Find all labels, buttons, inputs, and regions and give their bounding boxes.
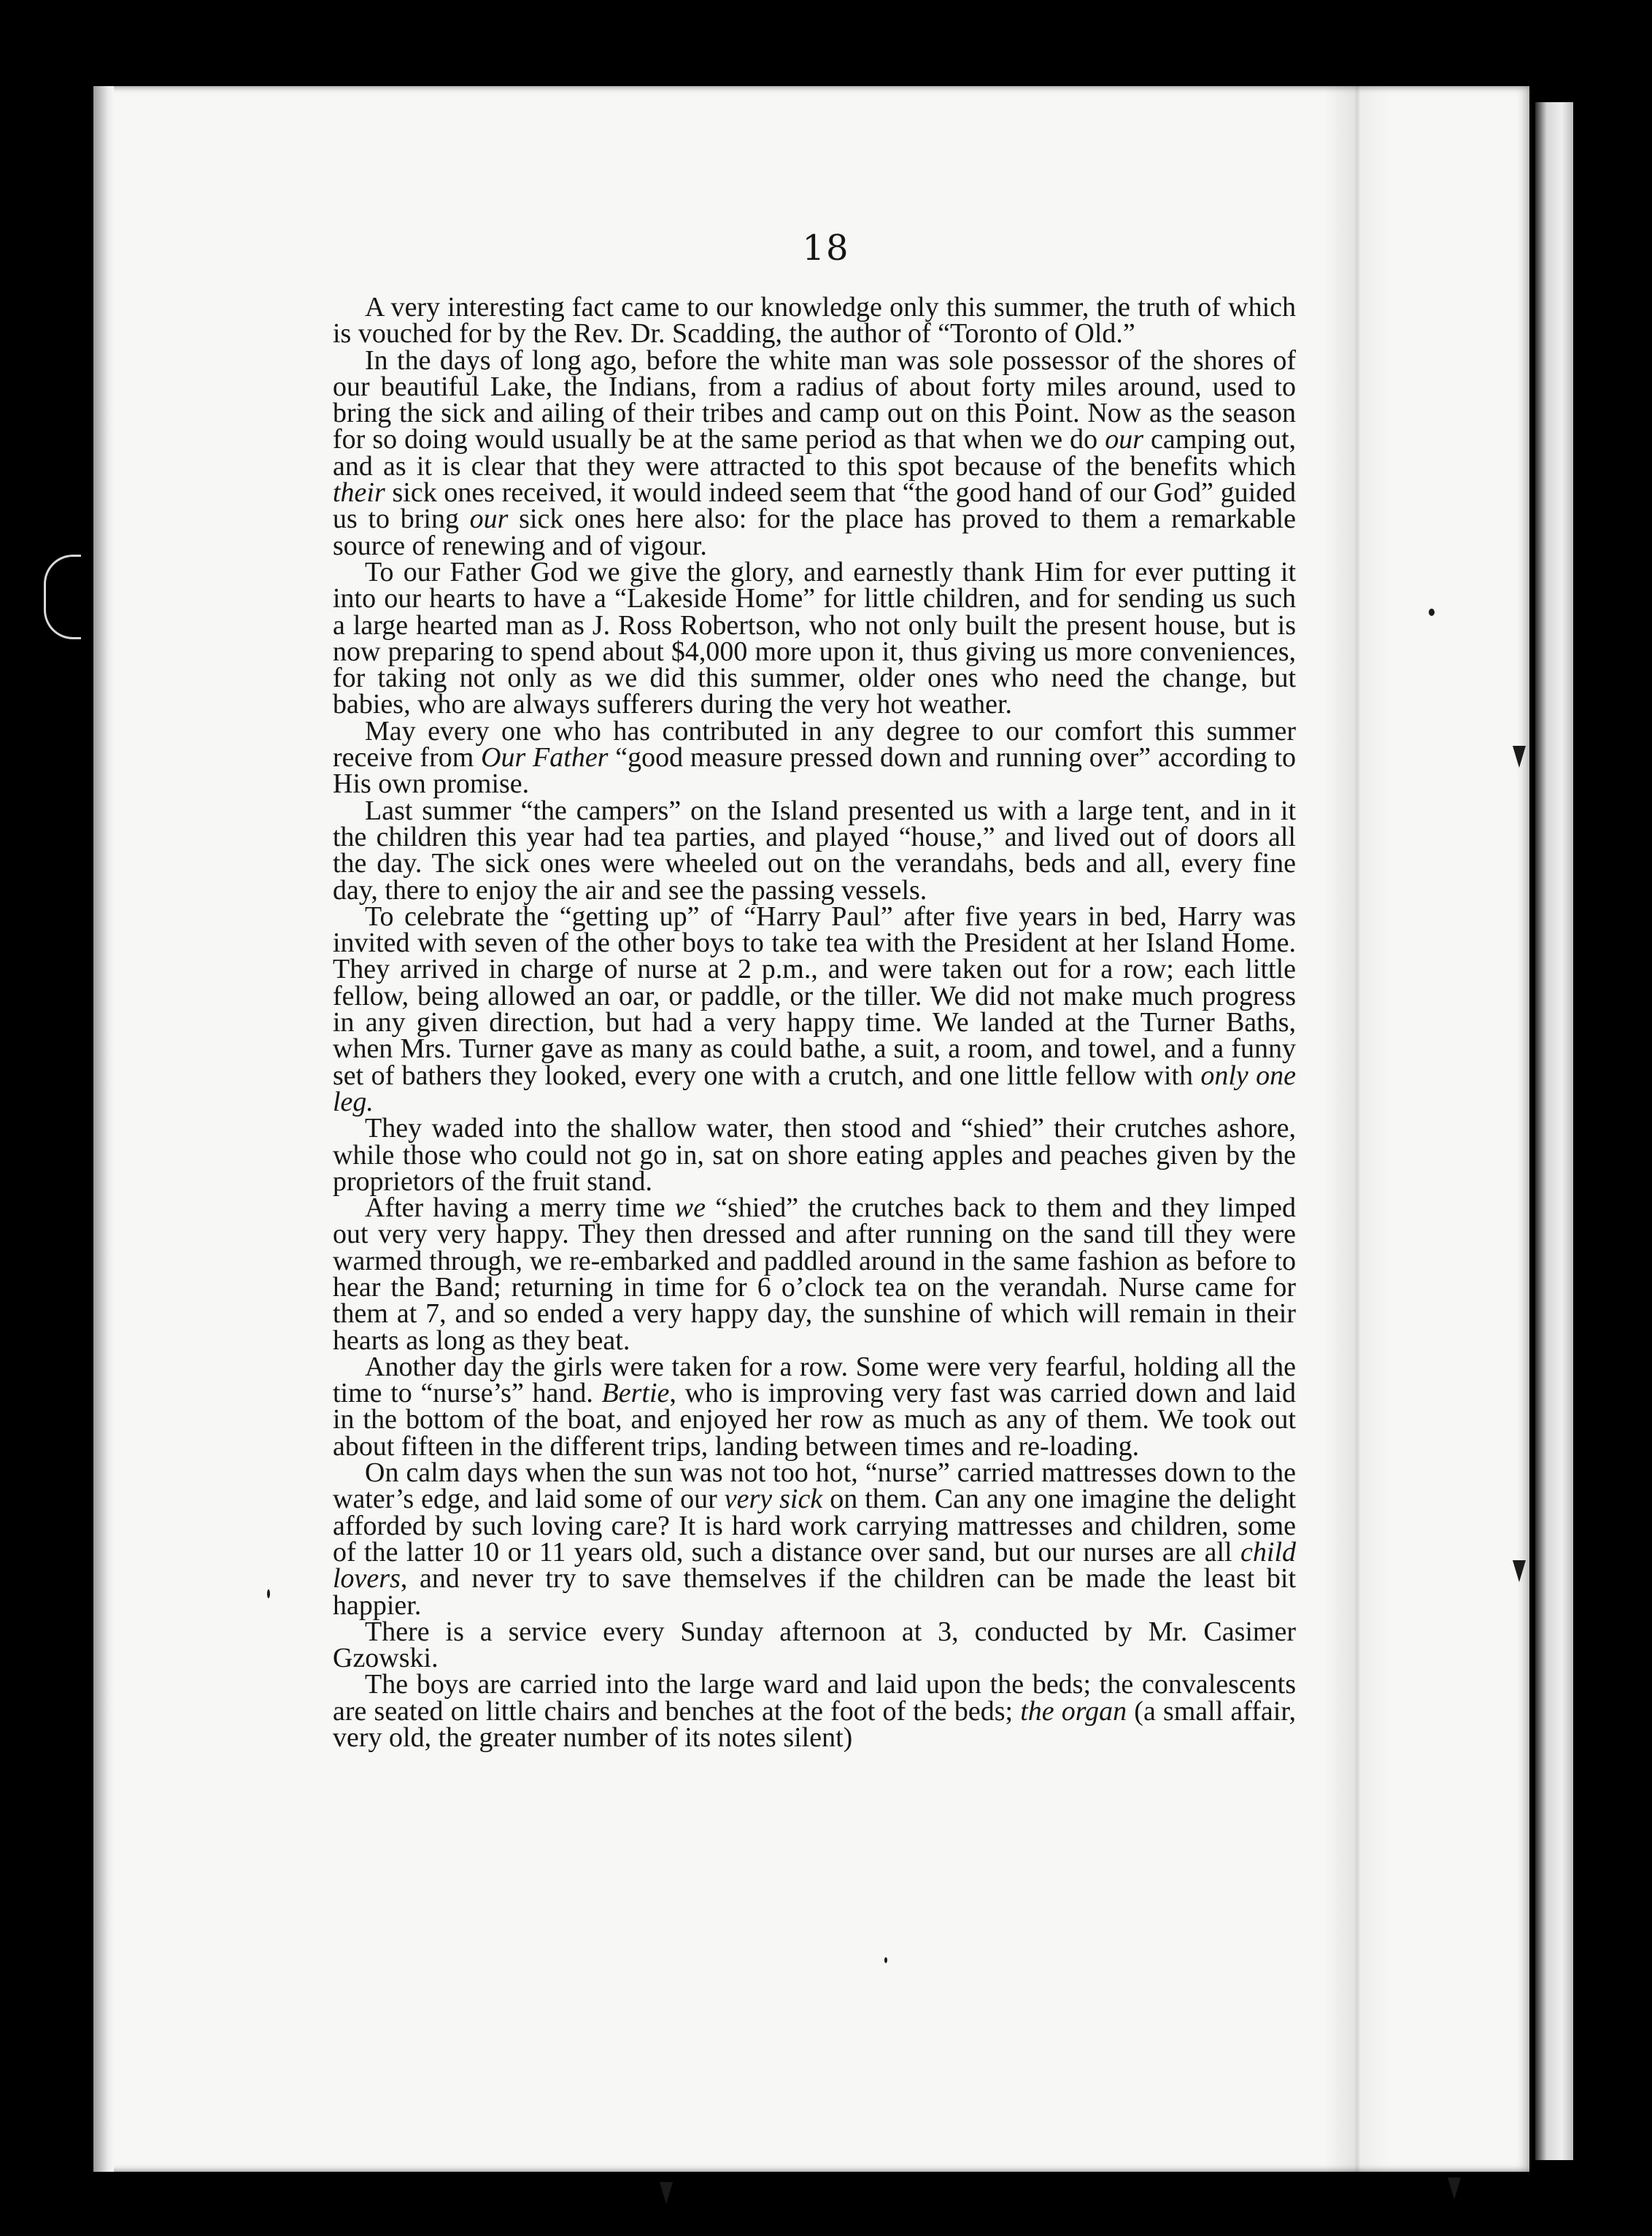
text-run: To our Father God we give the glory, and earnestly thank Him for ever putting it into our hearts to have a “Lakeside Home” for little children, and for sending us such a large hearted man as J. Ross Robertson, who not only built the present house, but is now preparing to spend about $4,000 more upon it, thus giving us more conveniences, for taking not only as we did this summer, older ones who need the change, but babies, who are always sufferers during the very hot weather. [333,556,1296,720]
paragraph-p1 [333,292,1296,350]
text-run: (a small affair, very old, the greater number of its notes silent) [333,1695,1296,1754]
text-run: There is a service every Sunday afternoon at 3, conducted by Mr. Casimer Gzowski. [333,1616,1296,1674]
page-number: 18 [802,228,850,269]
text-run: Last summer “the campers” on the Island presented us with a large tent, and in it the children this year had tea parties, and played “house,” and lived out of doors all the day. The sick ones were wheeled out on the verandahs, beds and all, every fine day, there to enjoy the air and see the passing vessels. [333,795,1296,906]
text-run: , and never try to save themselves if the children can be made the least bit happier. [333,1563,1296,1621]
paragraph-p4 [333,715,1297,800]
text-run: The boys are carried into the large ward and laid upon the beds; the convalescents are seated on little chairs and benches at the foot of the beds; [333,1669,1296,1727]
paragraph-p10 [333,1457,1297,1621]
paragraph-p9 [333,1351,1296,1462]
scan-speck [884,1957,887,1963]
text-run: May every one who has contributed in any degree to our comfort this summer receive from [333,715,1296,774]
scan-speck [267,1589,270,1598]
scan-artifact-curl [44,555,81,639]
text-run: camping out, and as it is clear that they were attracted to this spot because of the benefits which [333,424,1297,482]
text-run: After having a merry time [365,1192,675,1224]
text-run: sick ones here also: for the place has proved to them a remarkable source of renewing and of vigour. [333,504,1296,561]
italic-text: very sick [724,1484,823,1515]
scan-artifact-mark [660,2182,673,2204]
italic-text: Our Father [481,742,609,774]
paragraph-p2 [333,344,1297,561]
paragraph-p7 [333,1115,1296,1195]
paragraph-p12 [333,1669,1296,1754]
text-run: To celebrate the “getting up” of “Harry Paul” after five years in bed, Harry was invited with seven of the other boys to take tea with the President at her Island Home. They arrived in charge of nurse at 2 p.m., and were taken out for a row; each little fellow, being allowed an oar, or paddle, or the tiller. We did not make much progress in any given direction, but had a very happy time. We landed at the Turner Baths, when Mrs. Turner gave as many as could bathe, a suit, a room, and towel, and a funny set of bathers they looked, every one with a crutch, and one little fellow with [333,901,1296,1091]
text-run: , who is improving very fast was carried down and laid in the bottom of the boat, and enjoyed her row as much as any of them. We took out about fifteen in the different trips, landing between times and re-loading. [333,1378,1296,1462]
text-run: A very interesting fact came to our knowledge only this summer, the truth of which is vouched for by the Rev. Dr. Scadding, the author of “Toronto of Old.” [333,292,1296,350]
paragraph-p3 [333,556,1296,720]
text-run: In the days of long ago, before the white man was sole possessor of the shores of our beautiful Lake, the Indians, from a radius of about forty miles around, used to bring the sick and ailing of their tribes and camp out on this Point. Now as the season for so doing would usually be at the same period as that when we do [333,344,1296,455]
body-text [333,292,1297,1754]
scan-artifact-mark [1513,746,1526,768]
text-run: On calm days when the sun was not too hot, “nurse” carried mattresses down to the water’s edge, and laid some of our [333,1457,1296,1515]
text-run: “good measure pressed down and running over” according to His own promise. [333,742,1297,800]
scan-artifact-mark [1513,1560,1526,1582]
paragraph-p11 [333,1616,1296,1674]
paragraph-p5 [333,795,1296,906]
scan-speck [1429,609,1435,616]
italic-text: Bertie [601,1378,670,1409]
italic-text: the organ [1020,1695,1127,1727]
text-run: sick ones received, it would indeed seem that “the good hand of our God” guided us to bring [333,477,1296,535]
paragraph-p6 [333,903,1296,1115]
text-run: “shied” the crutches back to them and they limped out very very happy. They then dressed and after running on the sand till they were warmed through, we re-embarked and paddled around in the same fashion as before to hear the Band; returning in time for 6 o’clock tea on the verandah. Nurse came for them at 7, and so ended a very happy day, the sunshine of which will remain in their hearts as long as they beat. [333,1192,1296,1356]
text-run: Another day the girls were taken for a row. Some were very fearful, holding all the time to “nurse’s” hand. [333,1351,1296,1409]
text-run: They waded into the shallow water, then stood and “shied” their crutches ashore, while those who could not go in, sat on shore eating apples and peaches given by the proprietors of the fruit stand. [333,1113,1296,1197]
italic-text: we [674,1192,706,1224]
paragraph-p8 [333,1192,1296,1356]
italic-text: our [469,504,509,535]
next-page-edge [1535,102,1573,2160]
italic-text: child lovers [333,1536,1296,1595]
scan-artifact-mark [1448,2178,1461,2200]
page-fold-shadow [1324,86,1390,2172]
text-run: on them. Can any one imagine the delight afforded by such loving care? It is hard work carrying mattresses and children, some of the latter 10 or 11 years old, such a distance over sand, but our nurses are all [333,1484,1297,1568]
italic-text: only one leg. [333,1060,1296,1117]
page-binding-edge [93,86,114,2172]
italic-text: their [333,477,385,509]
italic-text: our [1105,424,1144,455]
